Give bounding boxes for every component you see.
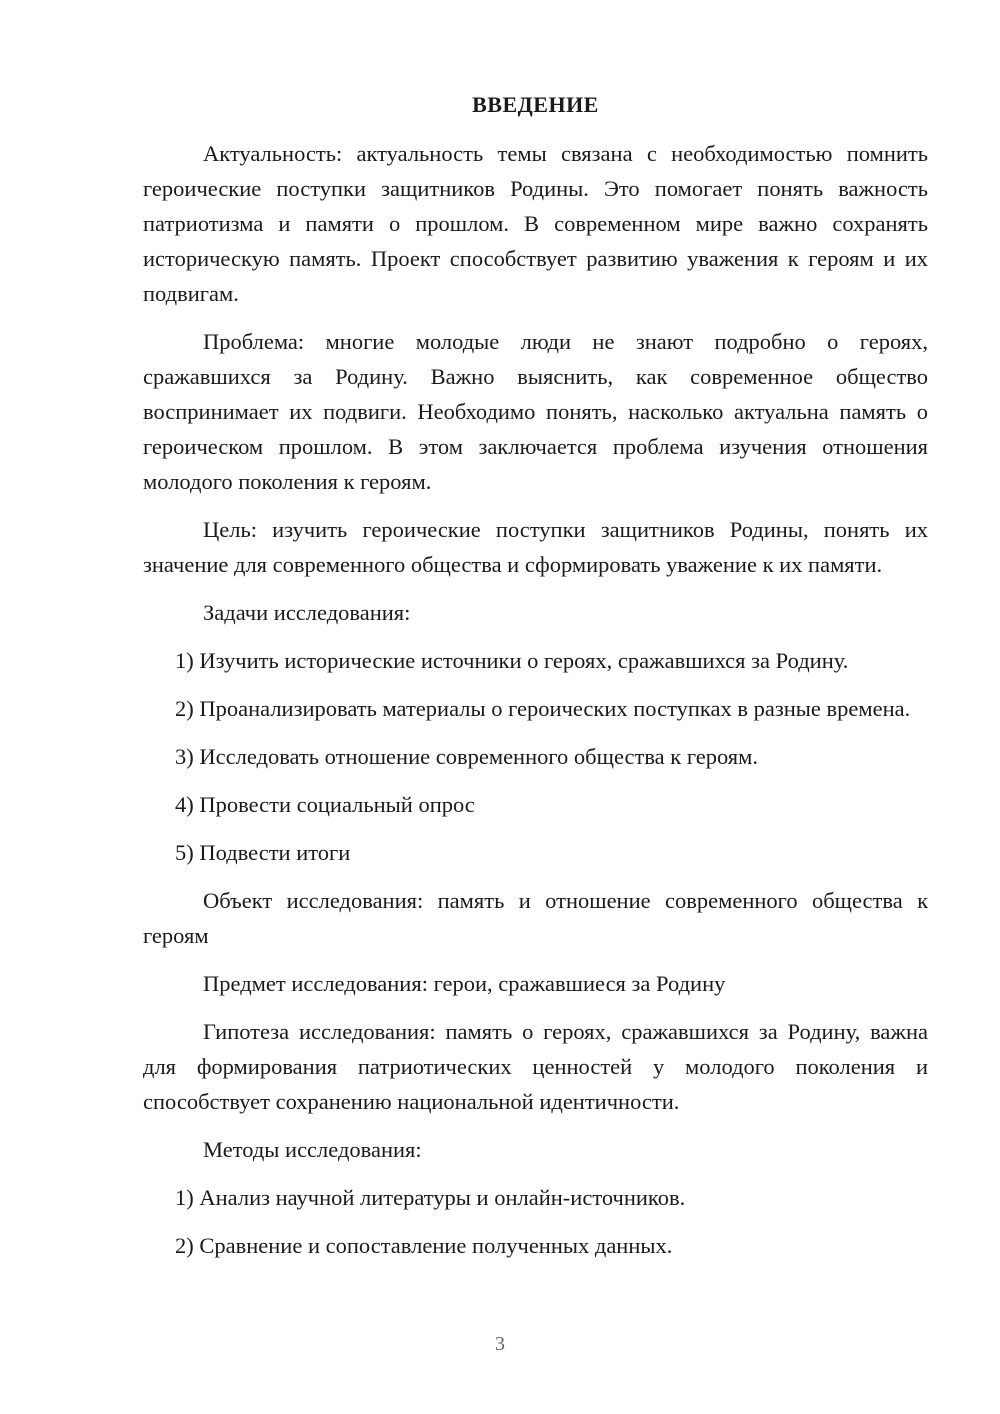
- page-number: 3: [495, 1333, 505, 1355]
- document-page: [143, 92, 928, 1276]
- paragraph-relevance: Актуальность: актуальность темы связана с необходимостью помнить героические поступки защитников Родины. Это помогает понять важность патриотизма и памяти о прошлом. В современном мире важно сохранять историческую память. Проект способствует развитию уважения к героям и их подвигам.: [143, 141, 928, 307]
- task-item: 2) Проанализировать материалы о героических поступках в разные времена.: [175, 696, 911, 722]
- paragraph-tasks-heading: Задачи исследования:: [203, 600, 411, 626]
- paragraph-object: Объект исследования: память и отношение современного общества к героям: [143, 888, 928, 949]
- task-item: 4) Провести социальный опрос: [175, 792, 475, 818]
- task-item: 3) Исследовать отношение современного общества к героям.: [175, 744, 759, 770]
- task-item: 5) Подвести итоги: [175, 840, 351, 866]
- section-title: ВВЕДЕНИЕ: [472, 92, 599, 117]
- method-item: 1) Анализ научной литературы и онлайн-источников.: [175, 1185, 686, 1211]
- paragraph-subject: Предмет исследования: герои, сражавшиеся за Родину: [203, 971, 726, 997]
- paragraph-problem: Проблема: многие молодые люди не знают подробно о героях, сражавшихся за Родину. Важно выяснить, как современное общество воспринимает их подвиги. Необходимо понять, насколько актуальна память о героическом прошлом. В этом заключается проблема изучения отношения молодого поколения к героям.: [143, 329, 928, 495]
- paragraph-methods-heading: Методы исследования:: [203, 1137, 422, 1163]
- task-item: 1) Изучить исторические источники о героях, сражавшихся за Родину.: [175, 648, 849, 674]
- paragraph-goal: Цель: изучить героические поступки защитников Родины, понять их значение для современного общества и сформировать уважение к их памяти.: [143, 517, 928, 578]
- paragraph-hypothesis: Гипотеза исследования: память о героях, сражавшихся за Родину, важна для формирования патриотических ценностей у молодого поколения и способствует сохранению национальной идентичности.: [143, 1019, 928, 1115]
- method-item: 2) Сравнение и сопоставление полученных данных.: [175, 1233, 673, 1259]
